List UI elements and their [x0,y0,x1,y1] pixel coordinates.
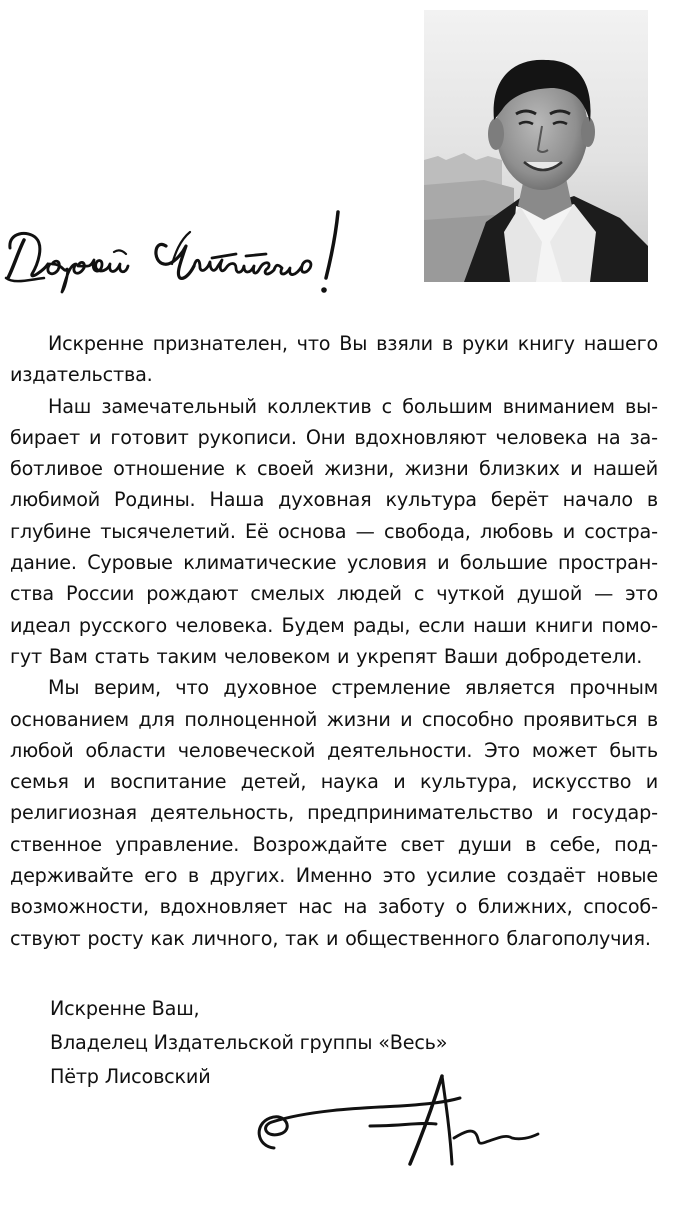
paragraph-3: Мы верим, что духовное стремление является прочным основанием для полноценной жизни и способно проявиться в любой области человеческой деятельности. Это может быть семья и воспитание детей, наука и культура, искусство и религиозная деятельность, предпринимательство и государственное управление. Возрождайте свет души в себе, поддерживайте его в других. Именно это усилие создаёт новые возможности, вдохновляет нас на заботу о ближних, способствуют росту как личного, так и общественного благополучия. [10,676,658,950]
paragraph-1: Искренне признателен, что Вы взяли в руки книгу нашего издательства. [10,332,658,387]
signature [250,1068,540,1174]
closing-author: Пётр Лисовский [50,1065,211,1088]
closing-regards: Искренне Ваш, [50,997,200,1020]
closing-title: Владелец Издательской группы «Весь» [50,1031,448,1054]
letter-body [10,328,658,954]
paragraph-2: Наш замечательный коллектив с большим вниманием выбирает и готовит рукописи. Они вдохновляют человека на заботливое отношение к своей жизни, жизни близких и нашей любимой Родины. Наша духовная культура берёт начало в глубине тысячелетий. Её основа — свобода, любовь и сострадание. Суровые климатические условия и большие пространства России рождают смелых людей с чуткой душой — это идеал русского человека. Будем рады, если наши книги помогут Вам стать таким человеком и укрепят Ваши добродетели. [10,394,658,668]
greeting-handwritten [4,208,404,300]
author-photo [424,10,648,282]
